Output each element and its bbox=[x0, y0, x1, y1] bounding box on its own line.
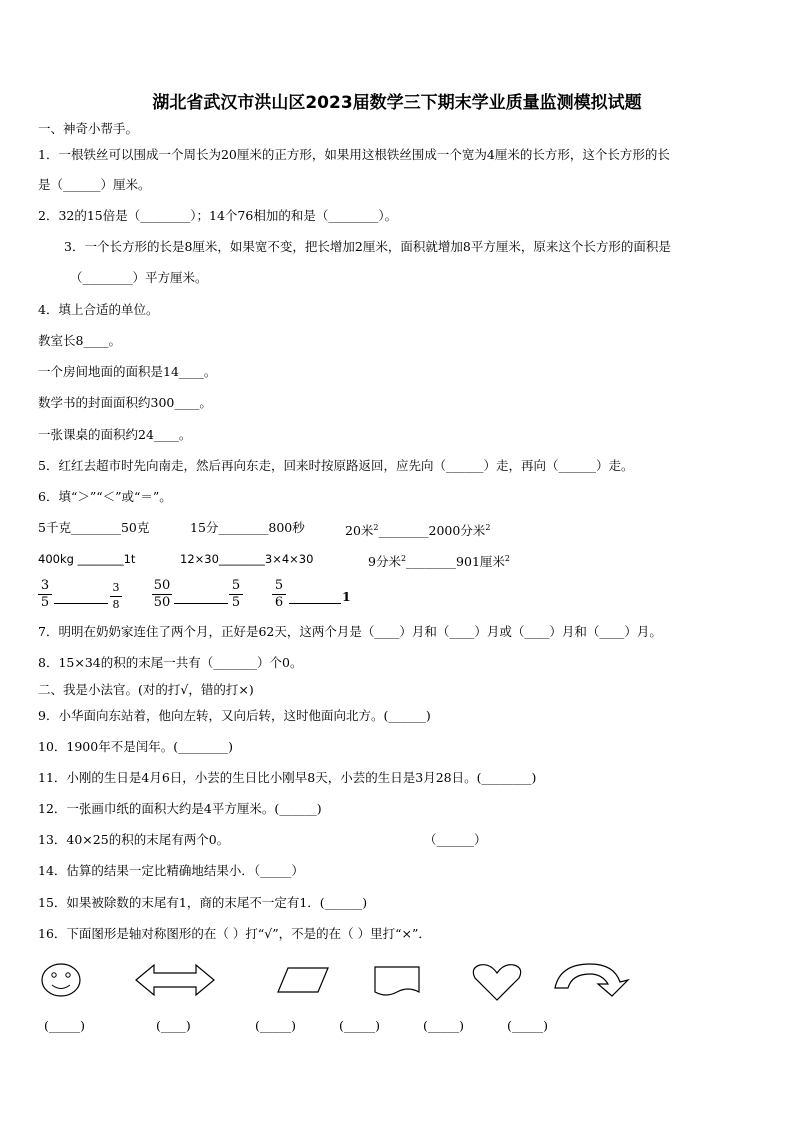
q6-item-2: 15分________800秒 bbox=[190, 520, 305, 535]
question-2: 2．32的15倍是（________）；14个76相加的和是（________）。 bbox=[38, 208, 398, 223]
answer-blank-6: (_____) bbox=[507, 1018, 549, 1033]
q6-item-4: 400kg ________1t bbox=[38, 552, 136, 566]
answer-blank-3: (_____) bbox=[255, 1018, 297, 1033]
q6-item-6: 9分米$^2$________901厘米$^2$ bbox=[368, 554, 510, 570]
section-1-heading: 一、神奇小帮手。 bbox=[38, 121, 139, 136]
heart-icon bbox=[470, 962, 524, 1002]
answer-blank-1: (_____) bbox=[44, 1018, 86, 1033]
question-4: 4．填上合适的单位。 bbox=[38, 302, 159, 317]
question-4d: 一张课桌的面积约24____。 bbox=[38, 427, 192, 442]
question-3-line-1: 3．一个长方形的长是8厘米，如果宽不变，把长增加2厘米，面积就增加8平方厘米，原来这个长方形的面积是 bbox=[64, 239, 671, 254]
q6-item-3: 20米$^2$________2000分米$^2$ bbox=[345, 523, 491, 539]
question-16: 16．下面图形是轴对称图形的在（ ）打“√”，不是的在（ ）里打“×”． bbox=[38, 926, 431, 941]
question-11: 11．小刚的生日是4月6日，小芸的生日比小刚早8天，小芸的生日是3月28日。(________) bbox=[38, 770, 537, 785]
question-13: 13．40×25的积的末尾有两个0。 bbox=[38, 832, 230, 847]
question-12: 12．一张画巾纸的面积大约是4平方厘米。(______) bbox=[38, 801, 322, 816]
smiley-face-icon bbox=[40, 962, 84, 998]
question-9: 9．小华面向东站着，他向左转，又向后转，这时他面向北方。(______) bbox=[38, 708, 431, 723]
section-2-heading: 二、我是小法官。(对的打√，错的打×) bbox=[38, 682, 254, 697]
answer-blank-5: (_____) bbox=[423, 1018, 465, 1033]
curved-arrow-icon bbox=[552, 960, 634, 1000]
question-13-answer: （______） bbox=[424, 832, 487, 847]
fraction-5-5: $\frac{5}{5}$ bbox=[229, 578, 243, 611]
question-4a: 教室长8____。 bbox=[38, 333, 121, 348]
question-10: 10．1900年不是闰年。(________) bbox=[38, 739, 233, 754]
fraction-3-5: $\frac{3}{5}$ bbox=[38, 578, 52, 611]
question-4c: 数学书的封面面积约300____。 bbox=[38, 395, 212, 410]
q6-item-5: 12×30________3×4×30 bbox=[180, 552, 314, 566]
question-1-line-2: 是（______）厘米。 bbox=[38, 177, 151, 192]
number-one: 1 bbox=[342, 589, 351, 604]
page-title: 湖北省武汉市洪山区2023届数学三下期末学业质量监测模拟试题 bbox=[152, 93, 642, 113]
parallelogram-icon bbox=[276, 966, 330, 994]
blank-line bbox=[174, 603, 228, 604]
blank-line bbox=[289, 603, 341, 604]
question-3-line-2: （________）平方厘米。 bbox=[70, 270, 208, 285]
answer-blank-4: (_____) bbox=[339, 1018, 381, 1033]
blank-line bbox=[54, 603, 108, 604]
double-arrow-icon bbox=[134, 962, 218, 998]
q6-item-1: 5千克________50克 bbox=[38, 520, 150, 535]
question-4b: 一个房间地面的面积是14____。 bbox=[38, 364, 217, 379]
question-15: 15．如果被除数的末尾有1，商的末尾不一定有1．(______) bbox=[38, 895, 368, 910]
fraction-5-6: $\frac{5}{6}$ bbox=[272, 578, 286, 611]
wavy-rectangle-icon bbox=[372, 964, 422, 998]
answer-blank-2: (____) bbox=[156, 1018, 191, 1033]
question-5: 5．红红去超市时先向南走，然后再向东走，回来时按原路返回，应先向（______）走，再向（______）走。 bbox=[38, 458, 634, 473]
question-1-line-1: 1．一根铁丝可以围成一个周长为20厘米的正方形，如果用这根铁丝围成一个宽为4厘米的长方形，这个长方形的长 bbox=[38, 147, 670, 162]
fraction-50-50: $\frac{50}{50}$ bbox=[153, 578, 171, 610]
question-14: 14．估算的结果一定比精确地结果小．（_____） bbox=[38, 863, 304, 878]
fraction-3-8: $\frac{3}{8}$ bbox=[110, 580, 122, 613]
question-7: 7．明明在奶奶家连住了两个月，正好是62天，这两个月是（____）月和（____）月或（____）月和（____）月。 bbox=[38, 624, 662, 639]
question-6: 6．填“＞”“＜”或“＝”。 bbox=[38, 489, 172, 504]
question-8: 8．15×34的积的末尾一共有（_______）个0。 bbox=[38, 655, 303, 670]
